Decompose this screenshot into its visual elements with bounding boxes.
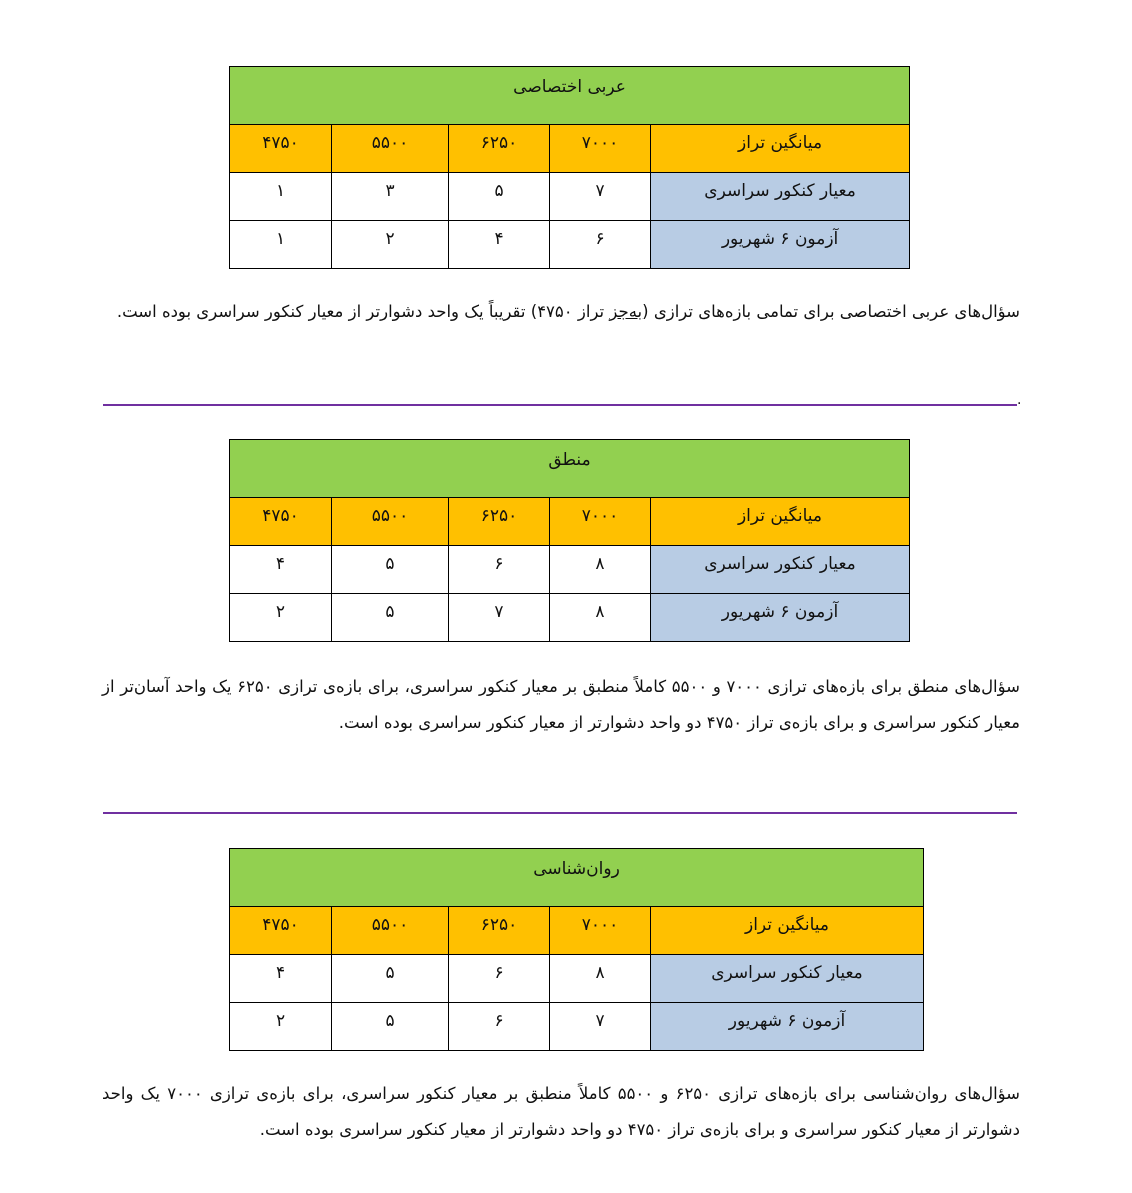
table-row: [230, 221, 910, 269]
row-label: آزمون ۶ شهریور: [651, 1003, 924, 1051]
summary-text: تراز ۴۷۵۰) تقریباً یک واحد دشوارتر از معیار کنکور سراسری بوده است.: [116, 302, 610, 321]
logic-summary: سؤال‌های منطق برای بازه‌های ترازی ۷۰۰۰ و ۵۵۰۰ کاملاً منطبق بر معیار کنکور سراسری، برای بازه‌ی ترازی ۶۲۵۰ یک واحد آسان‌تر از معیار کنکور سراسری و برای بازه‌ی تراز ۴۷۵۰ دو واحد دشوارتر از معیار کنکور سراسری بوده است.: [102, 677, 1020, 732]
arabic-summary: [102, 294, 1020, 330]
row-label: معیار کنکور سراسری: [651, 955, 924, 1003]
column-header: ۵۵۰۰: [332, 125, 449, 173]
column-header: ۶۲۵۰: [449, 125, 550, 173]
section-divider: [103, 812, 1017, 814]
column-header: ۵۵۰۰: [332, 498, 449, 546]
table-cell: ۵: [332, 955, 449, 1003]
table-cell: ۶: [550, 221, 651, 269]
table-cell: ۵: [332, 546, 449, 594]
row-label: معیار کنکور سراسری: [651, 173, 910, 221]
table-cell: ۸: [550, 955, 651, 1003]
table-cell: ۵: [332, 594, 449, 642]
table-header-row: [230, 125, 910, 173]
row-label: آزمون ۶ شهریور: [651, 221, 910, 269]
table-cell: ۳: [332, 173, 449, 221]
column-header: ۷۰۰۰: [550, 125, 651, 173]
column-header: ۶۲۵۰: [449, 907, 550, 955]
table-row: [230, 594, 910, 642]
table-title: منطق: [230, 440, 910, 498]
table-row: [230, 1003, 924, 1051]
table-row: [230, 955, 924, 1003]
header-label: میانگین تراز: [651, 125, 910, 173]
column-header: ۵۵۰۰: [332, 907, 449, 955]
divider-mark: .: [1017, 392, 1022, 408]
table-row: [230, 173, 910, 221]
table-cell: ۱: [230, 173, 332, 221]
table-cell: ۲: [230, 594, 332, 642]
column-header: ۶۲۵۰: [449, 498, 550, 546]
row-label: آزمون ۶ شهریور: [651, 594, 910, 642]
header-label: میانگین تراز: [651, 498, 910, 546]
summary-text: سؤال‌های عربی اختصاصی برای تمامی بازه‌های ترازی (: [642, 302, 1020, 321]
table-cell: ۸: [550, 546, 651, 594]
header-label: میانگین تراز: [651, 907, 924, 955]
psychology-table: [229, 848, 924, 1051]
table-cell: ۴: [449, 221, 550, 269]
column-header: ۴۷۵۰: [230, 498, 332, 546]
table-header-row: [230, 498, 910, 546]
table-cell: ۲: [332, 221, 449, 269]
table-row: [230, 546, 910, 594]
column-header: ۴۷۵۰: [230, 907, 332, 955]
table-title: عربی اختصاصی: [230, 67, 910, 125]
arabic-table: [229, 66, 910, 269]
table-cell: ۵: [449, 173, 550, 221]
table-cell: ۷: [550, 1003, 651, 1051]
table-cell: ۲: [230, 1003, 332, 1051]
underlined-text: به‌جز: [609, 302, 643, 321]
table-cell: ۸: [550, 594, 651, 642]
table-cell: ۴: [230, 955, 332, 1003]
table-cell: ۱: [230, 221, 332, 269]
table-title: روان‌شناسی: [230, 849, 924, 907]
table-cell: ۶: [449, 1003, 550, 1051]
logic-table: [229, 439, 910, 642]
table-cell: ۷: [449, 594, 550, 642]
column-header: ۷۰۰۰: [550, 498, 651, 546]
psychology-summary: سؤال‌های روان‌شناسی برای بازه‌های ترازی ۶۲۵۰ و ۵۵۰۰ کاملاً منطبق بر معیار کنکور سراسری، برای بازه‌ی ترازی ۷۰۰۰ یک واحد دشوارتر از معیار کنکور سراسری و برای بازه‌ی تراز ۴۷۵۰ دو واحد دشوارتر از معیار کنکور سراسری بوده است.: [102, 1084, 1021, 1139]
table-cell: ۴: [230, 546, 332, 594]
table-cell: ۶: [449, 546, 550, 594]
table-cell: ۷: [550, 173, 651, 221]
table-header-row: [230, 907, 924, 955]
column-header: ۷۰۰۰: [550, 907, 651, 955]
row-label: معیار کنکور سراسری: [651, 546, 910, 594]
column-header: ۴۷۵۰: [230, 125, 332, 173]
table-cell: ۵: [332, 1003, 449, 1051]
table-cell: ۶: [449, 955, 550, 1003]
section-divider: [103, 404, 1017, 406]
